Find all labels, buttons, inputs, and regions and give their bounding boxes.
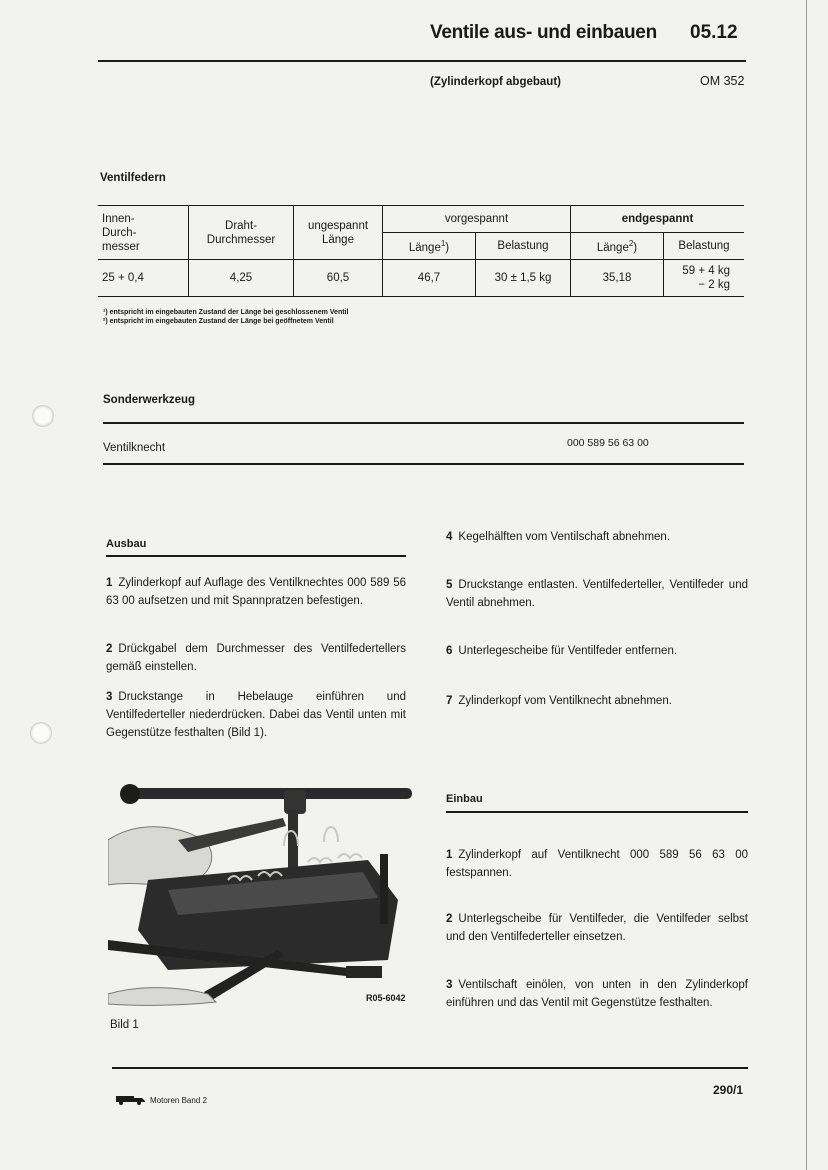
header-unloaded-length: ungespannt Länge	[294, 206, 383, 260]
tool-name: Ventilknecht	[103, 442, 166, 454]
binder-hole	[32, 405, 54, 427]
header-final: endgespannt	[571, 206, 745, 233]
installation-step: 1 Zylinderkopf auf Ventilknecht 000 589 56 63 00 festspannen.	[446, 849, 748, 879]
cell-unloaded-length: 60,5	[294, 260, 383, 297]
tools-rule-top	[103, 422, 744, 424]
page-title: Ventile aus- und einbauen	[430, 22, 657, 43]
removal-step: 1 Zylinderkopf auf Auflage des Ventilknechtes 000 589 56 63 00 aufsetzen und mit Spannpratzen befestigen.	[106, 577, 406, 607]
installation-rule	[446, 811, 748, 813]
springs-heading: Ventilfedern	[100, 172, 166, 184]
page-subtitle: (Zylinderkopf abgebaut)	[430, 76, 561, 88]
spring-spec-table	[98, 205, 744, 297]
footer-rule	[112, 1067, 748, 1069]
valve-tool-photo	[108, 780, 414, 1010]
section-number: 05.12	[690, 22, 738, 43]
book-title: Motoren Band 2	[150, 1096, 207, 1105]
footnote-1: ¹) entspricht im eingebauten Zustand der Länge bei geschlossenem Ventil	[103, 309, 349, 316]
cell-final-load: 59 + 4 kg − 2 kg	[664, 260, 745, 297]
header-length-2: Länge$^2$)	[571, 233, 664, 260]
svg-text:R05-6042: R05-6042	[366, 993, 406, 1003]
installation-step: 3 Ventilschaft einölen, von unten in den Zylinderkopf einführen und das Ventil mit Gegenstütze festhalten.	[446, 979, 748, 1009]
removal-heading: Ausbau	[106, 538, 147, 550]
cell-preloaded-load: 30 ± 1,5 kg	[476, 260, 571, 297]
header-load-1: Belastung	[476, 233, 571, 260]
removal-step: 3 Druckstange in Hebelauge einführen und Ventilfederteller niederdrücken. Dabei das Ventil unten mit Gegenstütze festhalten (Bild 1).	[106, 691, 406, 739]
scan-edge	[806, 0, 807, 1170]
removal-step: 7 Zylinderkopf vom Ventilknecht abnehmen.	[446, 695, 672, 707]
removal-step: 5 Druckstange entlasten. Ventilfederteller, Ventilfeder und Ventil abnehmen.	[446, 579, 748, 609]
removal-step: 6 Unterlegescheibe für Ventilfeder entfernen.	[446, 645, 678, 657]
installation-heading: Einbau	[446, 793, 483, 805]
header-load-2: Belastung	[664, 233, 745, 260]
cell-final-length: 35,18	[571, 260, 664, 297]
cell-inner-diameter: 25 + 0,4	[98, 260, 189, 297]
tools-rule-bottom	[103, 463, 744, 465]
cell-wire-diameter: 4,25	[189, 260, 294, 297]
truck-icon	[116, 1095, 146, 1105]
footnote-2: ²) entspricht im eingebauten Zustand der Länge bei geöffnetem Ventil	[103, 318, 334, 325]
figure-caption: Bild 1	[110, 1019, 139, 1031]
removal-step: 4 Kegelhälften vom Ventilschaft abnehmen.	[446, 531, 671, 543]
header-length-1: Länge$^1$)	[383, 233, 476, 260]
tools-heading: Sonderwerkzeug	[103, 394, 196, 406]
header-preloaded: vorgespannt	[383, 206, 571, 233]
installation-step: 2 Unterlegscheibe für Ventilfeder, die Ventilfeder selbst und den Ventilfederteller einsetzen.	[446, 913, 748, 943]
cell-preloaded-length: 46,7	[383, 260, 476, 297]
binder-hole	[30, 722, 52, 744]
removal-rule	[106, 555, 406, 557]
removal-step: 2 Drückgabel dem Durchmesser des Ventilfedertellers gemäß einstellen.	[106, 643, 406, 673]
header-inner-diameter: Innen- Durch- messer	[98, 206, 189, 260]
engine-model: OM 352	[700, 74, 745, 88]
header-rule	[98, 60, 746, 62]
tool-part-number: 000 589 56 63 00	[567, 437, 649, 449]
header-wire-diameter: Draht- Durchmesser	[189, 206, 294, 260]
page-number: 290/1	[713, 1083, 744, 1097]
